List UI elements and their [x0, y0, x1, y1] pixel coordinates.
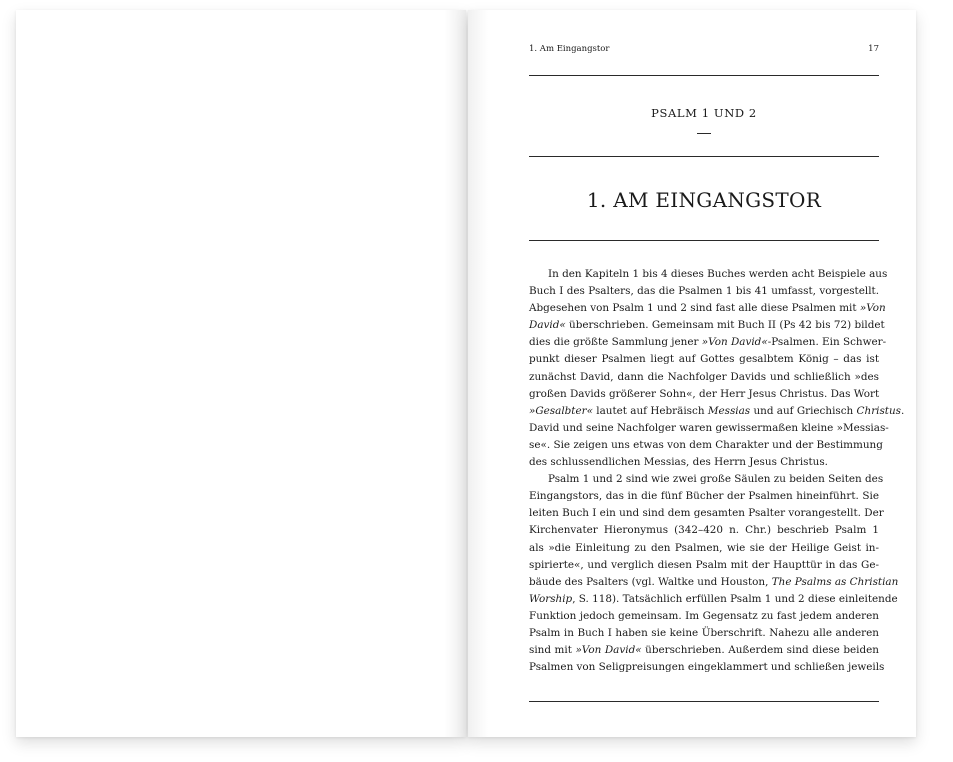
text-line: Buch I des Psalters, das die Psalmen 1 bis 41 umfasst, vorgestellt. [529, 285, 879, 298]
text-line: In den Kapiteln 1 bis 4 dieses Buches werden acht Beispiele aus [548, 268, 888, 280]
left-page [16, 10, 466, 737]
running-head [529, 42, 879, 56]
text-line: Kirchenvater Hieronymus (342–420 n. Chr.) beschrieb Psalm 1 [529, 524, 879, 537]
body-text [529, 266, 905, 676]
text-line: zunächst David, dann die Nachfolger Davids und schließlich »des [529, 370, 879, 383]
text-line: leiten Buch I ein und sind dem gesamten Psalter vorangestellt. Der [529, 507, 884, 520]
text-line: großen Davids größerer Sohn«, der Herr Jesus Christus. Das Wort [529, 387, 880, 400]
part-rule [529, 156, 879, 157]
text-line: Eingangstors, das in die fünf Bücher der Psalmen hineinführt. Sie [529, 490, 879, 503]
text-line: dies die größte Sammlung jener »Von David«-Psalmen. Ein Schwer- [529, 336, 887, 349]
text-line: punkt dieser Psalmen liegt auf Gottes gesalbtem König – das ist [529, 353, 879, 366]
text-line: Psalm in Buch I haben sie keine Überschrift. Nahezu alle anderen [529, 626, 879, 639]
footer-rule [529, 701, 879, 702]
text-line: Psalmen von Seligpreisungen eingeklammert und schließen jeweils [529, 661, 885, 674]
part-label: PSALM 1 UND 2 [651, 106, 757, 120]
chapter-title: 1. AM EINGANGSTOR [586, 188, 822, 212]
page-number: 17 [868, 44, 879, 54]
text-line: David und seine Nachfolger waren gewissermaßen kleine »Messias- [529, 421, 889, 434]
text-line: Psalm 1 und 2 sind wie zwei große Säulen zu beiden Seiten des [548, 473, 884, 486]
text-line: Funktion jedoch gemeinsam. Im Gegensatz zu fast jedem anderen [529, 609, 879, 622]
text-line: bäude des Psalters (vgl. Waltke und Houston, The Psalms as Christian [529, 575, 899, 588]
right-page [468, 10, 916, 737]
text-line: David« überschrieben. Gemeinsam mit Buch II (Ps 42 bis 72) bildet [529, 319, 885, 332]
title-rule [529, 240, 879, 241]
running-head-title: 1. Am Eingangstor [529, 44, 610, 54]
text-line: »Gesalbter« lautet auf Hebräisch Messias und auf Griechisch Christus. [529, 404, 905, 417]
header-rule [529, 75, 879, 76]
text-line: sind mit »Von David« überschrieben. Außerdem sind diese beiden [529, 644, 879, 657]
text-line: spirierte«, und verglich diesen Psalm mit der Haupttür in das Ge- [529, 558, 879, 571]
part-dash [697, 133, 711, 134]
text-line: als »die Einleitung zu den Psalmen, wie sie der Heilige Geist in- [529, 541, 879, 554]
text-line: Abgesehen von Psalm 1 und 2 sind fast alle diese Psalmen mit »Von [529, 302, 886, 315]
text-line: se«. Sie zeigen uns etwas von dem Charakter und der Bestimmung [529, 438, 883, 451]
text-line: Worship, S. 118). Tatsächlich erfüllen Psalm 1 und 2 diese einleitende [529, 592, 898, 605]
text-line: des schlussendlichen Messias, des Herrn Jesus Christus. [529, 456, 828, 469]
